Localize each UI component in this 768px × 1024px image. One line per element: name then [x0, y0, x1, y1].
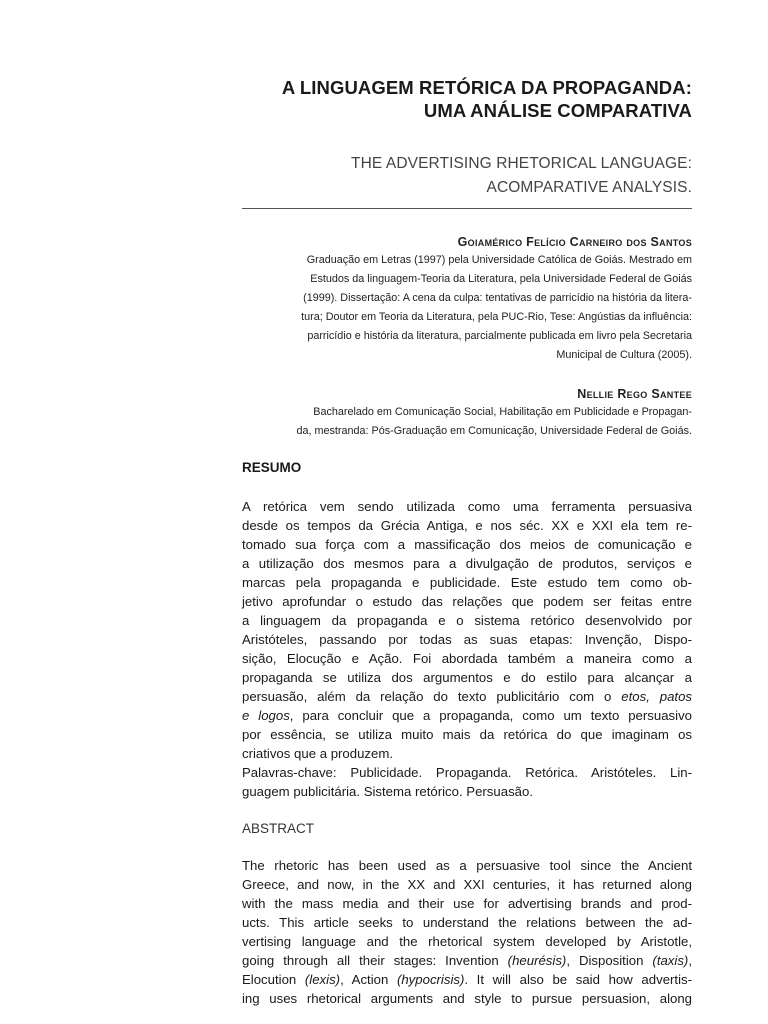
bio-line: da, mestranda: Pós-Graduação em Comunicação, Universidade Federal de Goiás. [296, 425, 692, 437]
keywords-line: Palavras-chave: Publicidade. Propaganda. Retórica. Aristóteles. Lin- [242, 765, 692, 780]
resumo-line: tomado sua força com a massificação dos meios de comunicação e [242, 537, 692, 552]
bio-line: Estudos da linguagem-Teoria da Literatura, pela Universidade Federal de Goiás [310, 273, 692, 285]
article-title-english [212, 152, 692, 200]
author-name: Goiamérico Felício Carneiro dos Santos [457, 235, 692, 249]
title-en-line-1: THE ADVERTISING RHETORICAL LANGUAGE: [351, 155, 692, 172]
resumo-line: marcas pela propaganda e publicidade. Este estudo tem como ob- [242, 575, 692, 590]
article-title-portuguese [212, 76, 692, 122]
abstract-line: Greece, and now, in the XX and XXI centuries, it has returned along [242, 877, 692, 892]
title-pt-line-1: A LINGUAGEM RETÓRICA DA PROPAGANDA: [281, 77, 692, 98]
resumo-line: a utilização dos mesmos para a divulgação de produtos, serviços e [242, 556, 692, 571]
resumo-body [242, 497, 692, 801]
abstract-body [242, 856, 692, 1008]
bio-line: Graduação em Letras (1997) pela Universidade Católica de Goiás. Mestrado em [306, 254, 692, 266]
resumo-heading: RESUMO [242, 460, 302, 475]
resumo-line: desde os tempos da Grécia Antiga, e nos séc. XX e XXI ela tem re- [242, 518, 692, 533]
bio-line: Bacharelado em Comunicação Social, Habilitação em Publicidade e Propagan- [313, 406, 692, 418]
resumo-line: sição, Elocução e Ação. Foi abordada também a maneira como a [242, 651, 692, 666]
author-block-1 [242, 233, 692, 365]
keywords-line: guagem publicitária. Sistema retórico. Persuasão. [242, 784, 534, 799]
title-pt-line-2: UMA ANÁLISE COMPARATIVA [423, 100, 692, 121]
bio-line: (1999). Dissertação: A cena da culpa: tentativas de parricídio na história da litera- [303, 292, 692, 304]
author-bio [242, 403, 692, 441]
author-bio [242, 251, 692, 365]
abstract-line: ing uses rhetorical arguments and style to pursue persuasion, along [242, 991, 692, 1006]
author-block-2 [242, 385, 692, 441]
abstract-line: Elocution (lexis), Action (hypocrisis). It will also be said how advertis- [242, 972, 692, 987]
abstract-heading: ABSTRACT [242, 821, 315, 836]
bio-line: tura; Doutor em Teoria da Literatura, pela PUC-Rio, Tese: Angústias da influência: [301, 311, 692, 323]
abstract-line: vertising language and the rhetorical system developed by Aristotle, [242, 934, 692, 949]
resumo-line: e logos, para concluir que a propaganda, como um texto persuasivo [242, 708, 692, 723]
resumo-line: a linguagem da propaganda e o sistema retórico desenvolvido por [242, 613, 692, 628]
title-en-line-2: ACOMPARATIVE ANALYSIS. [486, 179, 692, 196]
abstract-line: The rhetoric has been used as a persuasive tool since the Ancient [242, 858, 692, 873]
resumo-line: A retórica vem sendo utilizada como uma ferramenta persuasiva [242, 499, 692, 514]
bio-line: Municipal de Cultura (2005). [556, 349, 692, 361]
resumo-line: propaganda se utiliza dos argumentos e do estilo para alcançar a [242, 670, 692, 685]
title-divider [242, 208, 692, 209]
resumo-line: Aristóteles, passando por todas as suas etapas: Invenção, Dispo- [242, 632, 692, 647]
abstract-line: with the mass media and their use for advertising brands and prod- [242, 896, 692, 911]
resumo-line: jetivo aprofundar o estudo das relações que podem ser feitas entre [242, 594, 692, 609]
abstract-line: going through all their stages: Invention (heurésis), Disposition (taxis), [242, 953, 692, 968]
resumo-line: persuasão, além da relação do texto publicitário com o etos, patos [242, 689, 693, 704]
author-name: Nellie Rego Santee [577, 387, 692, 401]
bio-line: parricídio e história da literatura, parcialmente publicada em livro pela Secretaria [307, 330, 692, 342]
abstract-line: ucts. This article seeks to understand the relations between the ad- [242, 915, 692, 930]
resumo-line: criativos que a produzem. [242, 746, 393, 761]
resumo-line: por essência, se utiliza muito mais da retórica do que imaginam os [242, 727, 692, 742]
